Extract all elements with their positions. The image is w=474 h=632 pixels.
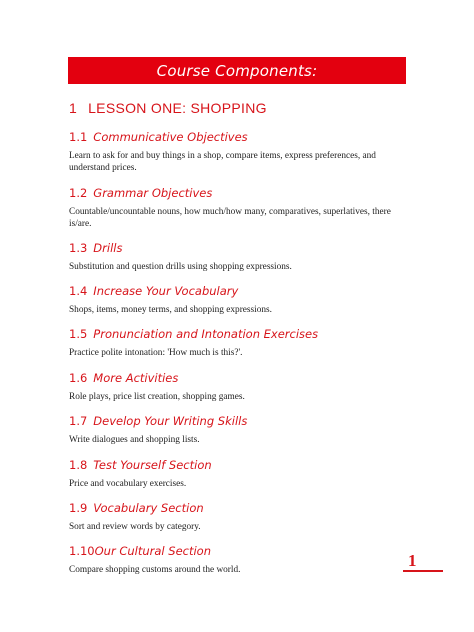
- section-list: [69, 130, 411, 577]
- section-title: Grammar Objectives: [93, 185, 213, 200]
- section-heading: [69, 130, 411, 145]
- section-title: Vocabulary Section: [93, 501, 204, 516]
- section-number: 1.10: [69, 544, 95, 559]
- section-item: [69, 501, 411, 533]
- section-number: 1.2: [69, 185, 88, 200]
- section-title: Communicative Objectives: [93, 130, 248, 144]
- course-components-banner: [68, 57, 406, 84]
- section-item: [69, 544, 411, 576]
- section-description: Role plays, price list creation, shopping games.: [69, 391, 245, 402]
- section-title: Increase Your Vocabulary: [93, 284, 239, 299]
- section-heading: [69, 284, 411, 299]
- section-description: Compare shopping customs around the world.: [69, 565, 241, 576]
- section-title: More Activities: [93, 370, 179, 385]
- section-item: [69, 241, 411, 273]
- section-heading: [69, 414, 411, 429]
- section-heading: [69, 544, 411, 559]
- section-number: 1.5: [69, 327, 88, 342]
- lesson-title: LESSON ONE: SHOPPING: [88, 100, 267, 116]
- section-title: Pronunciation and Intonation Exercises: [93, 327, 319, 342]
- section-heading: [69, 501, 411, 516]
- lesson-number: 1: [69, 100, 78, 116]
- section-heading: [69, 186, 411, 201]
- section-description: Price and vocabulary exercises.: [69, 478, 187, 489]
- section-item: [69, 371, 411, 403]
- section-item: [69, 186, 411, 231]
- section-description: Write dialogues and shopping lists.: [69, 435, 200, 446]
- section-description: Learn to ask for and buy things in a shop, compare items, express preferences, and understand prices.: [69, 151, 376, 174]
- lesson-heading: [69, 100, 267, 116]
- section-title: Our Cultural Section: [94, 544, 211, 559]
- section-title: Test Yourself Section: [93, 457, 212, 472]
- section-number: 1.9: [69, 501, 88, 516]
- section-item: [69, 130, 411, 175]
- section-number: 1.1: [69, 130, 88, 144]
- section-number: 1.6: [69, 370, 88, 385]
- section-item: [69, 327, 411, 359]
- section-heading: [69, 458, 411, 473]
- section-title: Drills: [93, 240, 123, 255]
- section-item: [69, 284, 411, 316]
- section-number: 1.7: [69, 414, 88, 429]
- page-number: 1: [408, 551, 417, 570]
- section-heading: [69, 327, 411, 342]
- section-heading: [69, 371, 411, 386]
- section-title: Develop Your Writing Skills: [93, 414, 248, 429]
- page-number-rule: [403, 570, 443, 572]
- section-item: [69, 414, 411, 446]
- banner-title: Course Components:: [156, 61, 318, 80]
- section-description: Shops, items, money terms, and shopping expressions.: [69, 305, 272, 316]
- section-description: Practice polite intonation: 'How much is this?'.: [69, 348, 243, 359]
- section-heading: [69, 241, 411, 256]
- section-number: 1.4: [69, 284, 88, 299]
- section-description: Countable/uncountable nouns, how much/how many, comparatives, superlatives, there is/are.: [69, 206, 391, 230]
- section-description: Substitution and question drills using shopping expressions.: [69, 261, 292, 272]
- section-number: 1.3: [69, 240, 88, 255]
- section-number: 1.8: [69, 457, 88, 472]
- section-description: Sort and review words by category.: [69, 522, 201, 533]
- section-item: [69, 458, 411, 490]
